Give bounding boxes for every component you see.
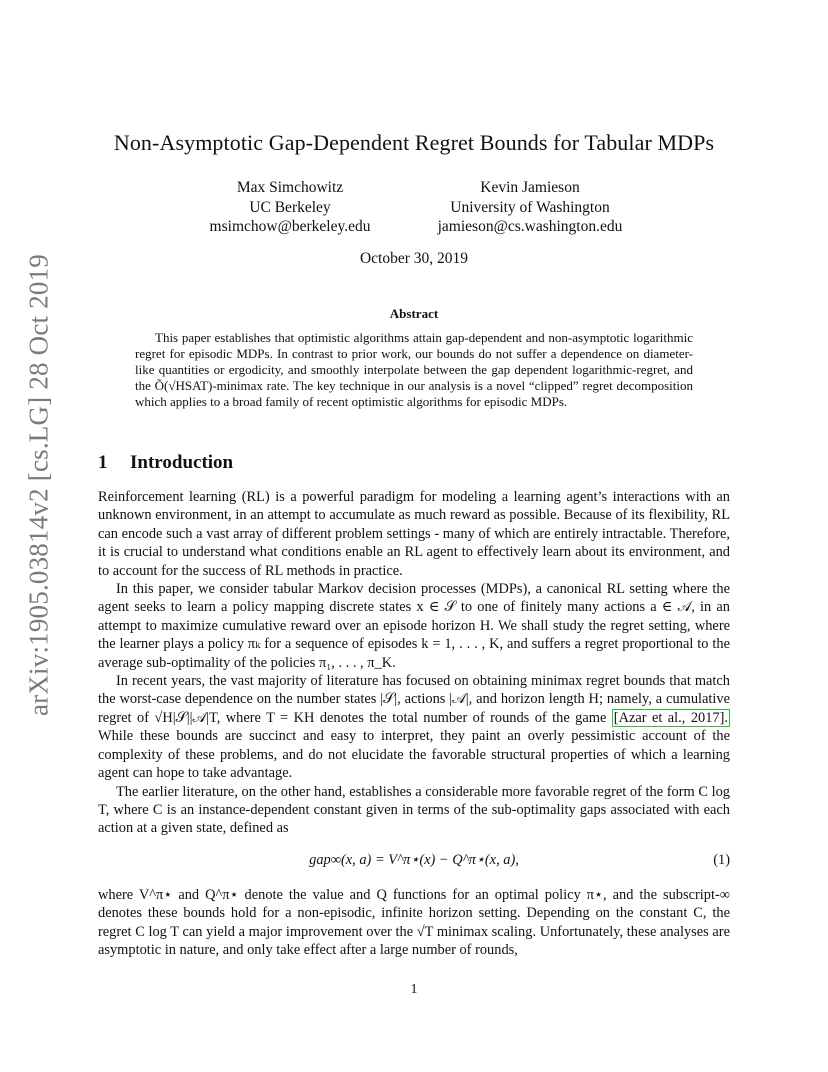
author-block-2: [420, 178, 640, 237]
equation-1: [98, 852, 730, 872]
author-email: msimchow@berkeley.edu: [209, 218, 371, 235]
author-name: Max Simchowitz: [236, 179, 344, 196]
paragraph-text: In recent years, the vast majority of literature has focused on obtaining minimax regret bounds that match the worst-case dependence on the number states |𝒮|, actions |𝒜|, and horizon length H; namely, a cumulative regret of √H|𝒮||𝒜|T, where T = KH denotes the total number of rounds of the game: [98, 673, 730, 726]
author-affiliation: UC Berkeley: [249, 198, 331, 216]
paragraph: where V^π⋆ and Q^π⋆ denote the value and Q functions for an optimal policy π⋆, and the subscript-∞ denotes these bounds hold for a non-episodic, infinite horizon setting. Depending on the constant C, the regret C log T can yield a major improvement over the √T minimax scaling. Unfortunately, these analyses are asymptotic in nature, and only take effect after a large number of rounds,: [98, 887, 730, 959]
page-number: 1: [410, 982, 418, 997]
section-title: Introduction: [130, 452, 234, 473]
section-heading: [98, 452, 233, 474]
arxiv-identifier: arXiv:1905.03814v2 [cs.LG] 28 Oct 2019: [23, 253, 54, 717]
citation-link[interactable]: [Azar et al., 2017].: [613, 709, 728, 726]
paper-date: October 30, 2019: [359, 250, 469, 267]
equation-text: gap∞(x, a) = V^π⋆(x) − Q^π⋆(x, a),: [309, 852, 519, 868]
abstract-text: This paper establishes that optimistic algorithms attain gap-dependent and non-asymptotic logarithmic regret for episodic MDPs. In contrast to prior work, our bounds do not suffer a dependence on diameter-like quantities or ergodicity, and smoothly interpolate between the gap dependent logarithmic-regret, and the Õ(√HSAT)-minimax rate. The key technique in our analysis is a novel “clipped” regret decomposition which applies to a broad family of recent optimistic algorithms for episodic MDPs.: [135, 330, 693, 409]
equation-number: (1): [713, 852, 730, 868]
author-name: Kevin Jamieson: [480, 179, 580, 196]
paper-title: Non-Asymptotic Gap-Dependent Regret Bounds for Tabular MDPs: [113, 130, 715, 155]
paragraph: Reinforcement learning (RL) is a powerful paradigm for modeling a learning agent’s interactions with an unknown environment, in an attempt to accumulate as much reward as possible. Because of its flexibility, RL can encode such a vast array of different problem settings - many of which are entirely intractable. Therefore, it is crucial to understand what conditions enable an RL agent to effectively learn about its environment, and to account for the success of RL methods in practice.: [98, 489, 730, 579]
paragraph: In this paper, we consider tabular Markov decision processes (MDPs), a canonical RL setting where the agent seeks to learn a policy mapping discrete states x ∈ 𝒮 to one of finitely many actions a ∈ 𝒜, in an attempt to maximize cumulative reward over an episode horizon H. We shall study the regret setting, where the learner plays a policy πₖ for a sequence of episodes k = 1, . . . , K, and suffers a regret proportional to the average sub-optimality of the policies π₁, . . . , π_K.: [98, 581, 730, 671]
author-affiliation: University of Washington: [450, 198, 610, 216]
author-block-1: [190, 178, 390, 237]
section-number: 1: [98, 452, 108, 473]
intro-body: [98, 488, 730, 838]
paragraph: [98, 672, 730, 782]
paragraph: The earlier literature, on the other hand, establishes a considerable more favorable regret of the form C log T, where C is an instance-dependent constant given in terms of the sub-optimality gaps associated with each action at a given state, defined as: [98, 783, 730, 837]
abstract-heading: Abstract: [389, 306, 439, 321]
arxiv-identifier-stamp: [22, 253, 56, 717]
post-equation-body: [98, 886, 730, 960]
author-email: jamieson@cs.washington.edu: [437, 218, 623, 235]
paragraph-text: While these bounds are succinct and easy to interpret, they paint an overly pessimistic account of the complexity of these problems, and do not elucidate the favorable structural properties of which a learning agent can hope to take advantage.: [98, 728, 730, 782]
